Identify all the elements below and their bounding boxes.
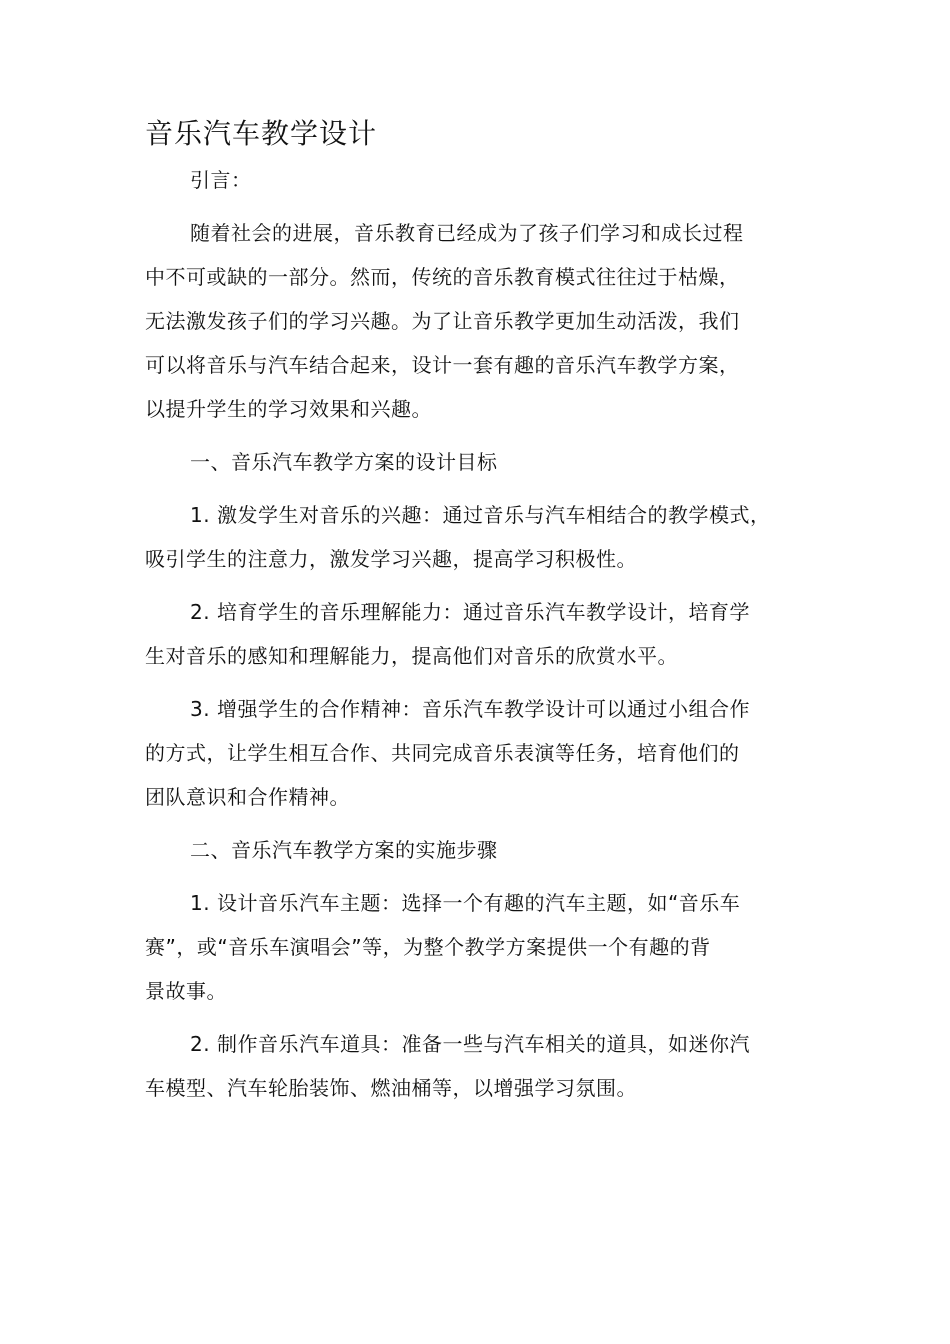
paragraph — [145, 1022, 815, 1110]
text-line: 1. 激发学生对音乐的兴趣：通过音乐与汽车相结合的教学模式， — [190, 503, 771, 527]
text-line: 车模型、汽车轮胎装饰、燃油桶等，以增强学习氛围。 — [145, 1076, 637, 1100]
text-line: 3. 增强学生的合作精神：音乐汽车教学设计可以通过小组合作 — [190, 697, 750, 721]
text-line: 1. 设计音乐汽车主题：选择一个有趣的汽车主题，如“音乐车 — [190, 891, 741, 915]
paragraph — [145, 440, 815, 484]
text-line: 生对音乐的感知和理解能力，提高他们对音乐的欣赏水平。 — [145, 644, 678, 668]
text-line: 景故事。 — [145, 979, 227, 1003]
paragraph — [145, 687, 815, 819]
document-page — [145, 112, 815, 1119]
paragraph — [145, 493, 815, 581]
text-line: 以提升学生的学习效果和兴趣。 — [145, 397, 432, 421]
text-line: 赛”，或“音乐车演唱会”等，为整个教学方案提供一个有趣的背 — [145, 935, 711, 959]
document-body — [145, 158, 815, 1110]
text-line: 的方式，让学生相互合作、共同完成音乐表演等任务，培育他们的 — [145, 741, 740, 765]
text-line: 2. 制作音乐汽车道具：准备一些与汽车相关的道具，如迷你汽 — [190, 1032, 750, 1056]
text-line: 引言： — [190, 168, 252, 192]
text-line: 中不可或缺的一部分。然而，传统的音乐教育模式往往过于枯燥， — [145, 265, 740, 289]
paragraph — [145, 211, 815, 431]
paragraph — [145, 828, 815, 872]
paragraph — [145, 590, 815, 678]
text-line: 一、音乐汽车教学方案的设计目标 — [190, 450, 498, 474]
text-line: 二、音乐汽车教学方案的实施步骤 — [190, 838, 498, 862]
text-line: 随着社会的进展，音乐教育已经成为了孩子们学习和成长过程 — [190, 221, 744, 245]
text-line: 吸引学生的注意力，激发学习兴趣，提高学习积极性。 — [145, 547, 637, 571]
text-line: 团队意识和合作精神。 — [145, 785, 350, 809]
text-line: 2. 培育学生的音乐理解能力：通过音乐汽车教学设计，培育学 — [190, 600, 750, 624]
text-line: 可以将音乐与汽车结合起来，设计一套有趣的音乐汽车教学方案， — [145, 353, 740, 377]
document-title: 音乐汽车教学设计 — [145, 117, 378, 150]
paragraph — [145, 881, 815, 1013]
paragraph — [145, 158, 815, 202]
text-line: 无法激发孩子们的学习兴趣。为了让音乐教学更加生动活泼，我们 — [145, 309, 740, 333]
